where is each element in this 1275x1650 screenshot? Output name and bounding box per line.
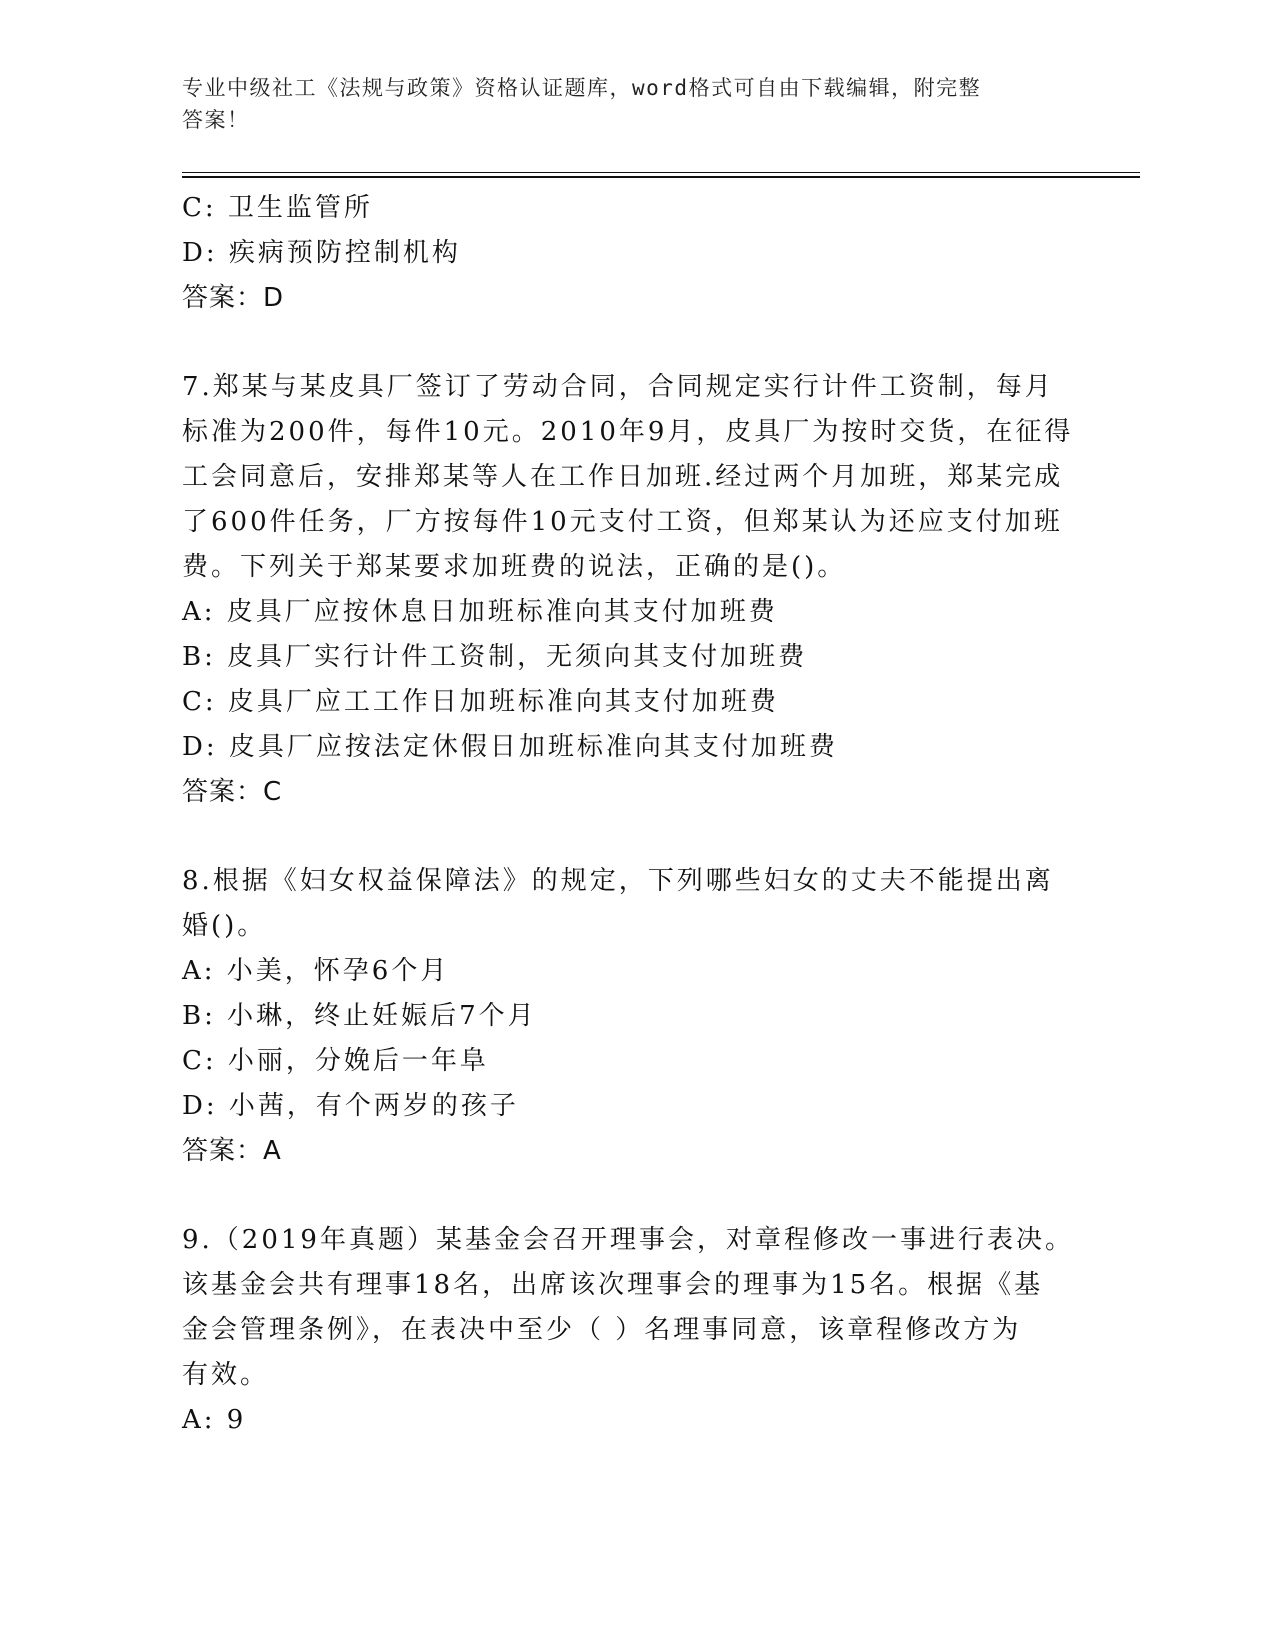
question-text-line: 9.（2019年真题）某基金会召开理事会，对章程修改一事进行表决。 <box>182 1225 1074 1255</box>
header-line-1: 专业中级社工《法规与政策》资格认证题库，word格式可自由下载编辑，附完整 <box>182 76 982 100</box>
question-7 <box>182 365 1074 815</box>
question-text-line: 了600件任务，厂方按每件10元支付工资，但郑某认为还应支付加班 <box>182 507 1063 537</box>
option-c: C: 卫生监管所 <box>182 193 373 223</box>
header-line-2: 答案！ <box>182 108 250 132</box>
option-d: D: 皮具厂应按法定休假日加班标准向其支付加班费 <box>182 732 838 762</box>
answer-line: 答案：A <box>182 1136 282 1166</box>
document-header <box>182 72 1062 136</box>
question-text-line: 费。下列关于郑某要求加班费的说法，正确的是()。 <box>182 552 847 582</box>
question-9 <box>182 1218 1074 1443</box>
answer-line: 答案：D <box>182 283 285 313</box>
answer-line: 答案：C <box>182 777 283 807</box>
question-text-line: 该基金会共有理事18名，出席该次理事会的理事为15名。根据《基 <box>182 1270 1044 1300</box>
document-body <box>182 186 1074 1443</box>
option-b: B: 小琳，终止妊娠后7个月 <box>182 1001 537 1031</box>
option-c: C: 皮具厂应工工作日加班标准向其支付加班费 <box>182 687 779 717</box>
question-text-line: 7.郑某与某皮具厂签订了劳动合同，合同规定实行计件工资制，每月 <box>182 372 1054 402</box>
option-d: D: 小茜，有个两岁的孩子 <box>182 1091 519 1121</box>
header-divider-thick <box>182 176 1140 178</box>
question-text-line: 工会同意后，安排郑某等人在工作日加班.经过两个月加班，郑某完成 <box>182 462 1064 492</box>
question-text-line: 8.根据《妇女权益保障法》的规定，下列哪些妇女的丈夫不能提出离 <box>182 866 1054 896</box>
option-b: B: 皮具厂实行计件工资制，无须向其支付加班费 <box>182 642 808 672</box>
question-text-line: 标准为200件，每件10元。2010年9月，皮具厂为按时交货，在征得 <box>182 417 1074 447</box>
option-d: D: 疾病预防控制机构 <box>182 238 461 268</box>
option-c: C: 小丽，分娩后一年阜 <box>182 1046 489 1076</box>
question-8 <box>182 859 1062 1174</box>
option-a: A: 皮具厂应按休息日加班标准向其支付加班费 <box>182 597 778 627</box>
question-text-line: 有效。 <box>182 1360 270 1390</box>
option-a: A: 小美，怀孕6个月 <box>182 956 450 986</box>
question-6-tail <box>182 186 1062 321</box>
header-divider-thin <box>182 172 1140 173</box>
question-text-line: 婚()。 <box>182 911 267 941</box>
option-a: A: 9 <box>182 1405 247 1435</box>
question-text-line: 金会管理条例》，在表决中至少（ ）名理事同意，该章程修改方为 <box>182 1315 1022 1345</box>
